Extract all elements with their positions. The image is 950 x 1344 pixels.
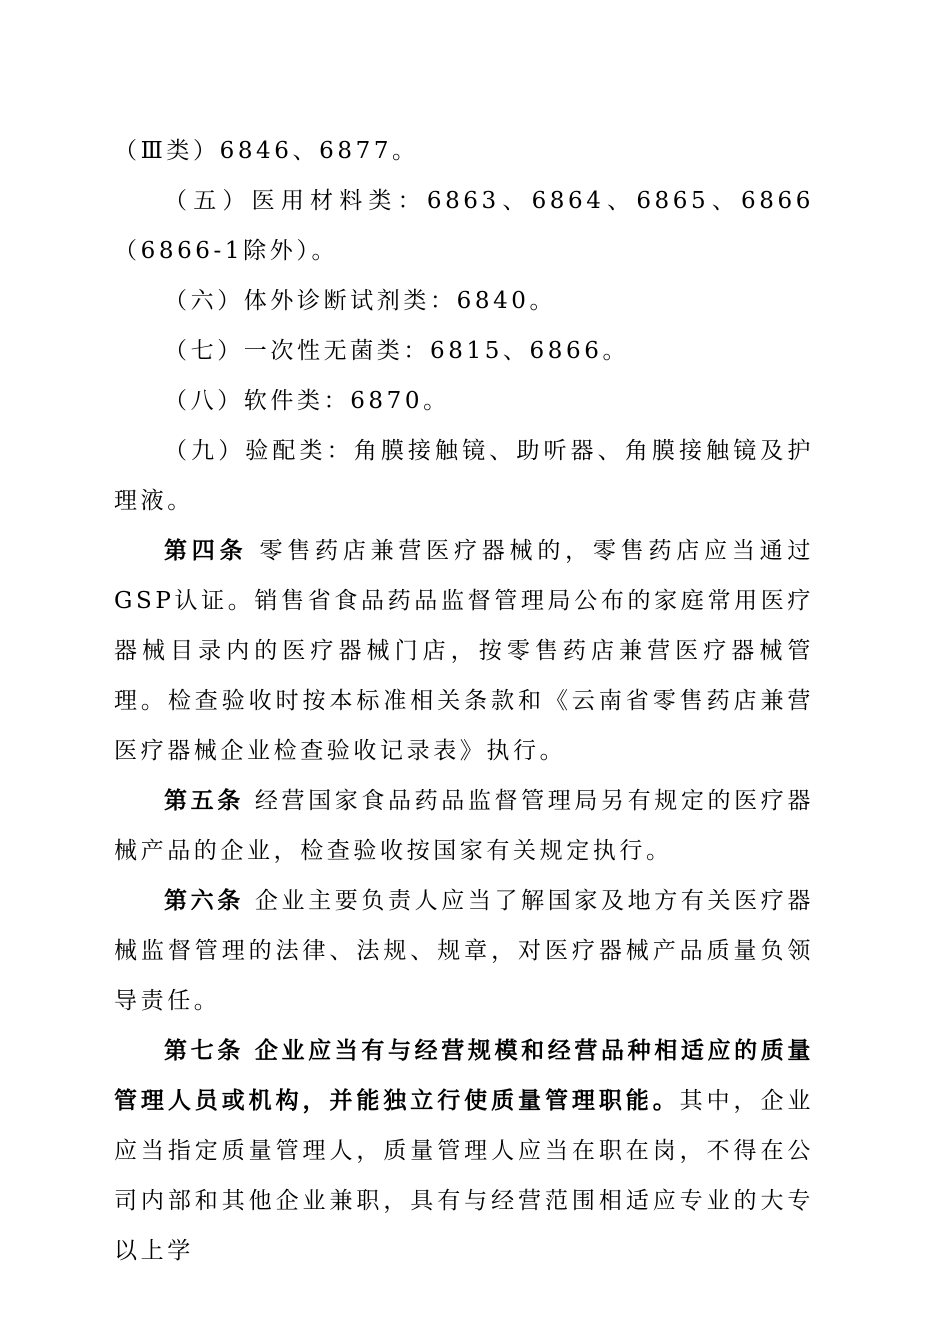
article-seven bbox=[114, 1026, 814, 1276]
article-four bbox=[114, 526, 814, 776]
item-seven-disposable-sterile: （七）一次性无菌类：6815、6866。 bbox=[164, 338, 630, 364]
article-five bbox=[114, 776, 814, 876]
item-class-iii: （Ⅲ类）6846、6877。 bbox=[114, 138, 419, 164]
article-seven-body: 其中，企业应当指定质量管理人，质量管理人应当在职在岗，不得在公司内部和其他企业兼职，具有与经营范围相适应专业的大专以上学 bbox=[114, 1088, 814, 1264]
article-seven-body-bold: 企业应当有与经营规模和经营品种相适应的质量管理人员或机构，并能独立行使质量管理职能。 bbox=[114, 1037, 814, 1114]
article-four-body: 零售药店兼营医疗器械的，零售药店应当通过GSP认证。销售省食品药品监督管理局公布的家庭常用医疗器械目录内的医疗器械门店，按零售药店兼营医疗器械管理。检查验收时按本标准相关条款和《云南省零售药店兼营医疗器械企业检查验收记录表》执行。 bbox=[114, 538, 814, 764]
document-page bbox=[114, 126, 814, 1276]
article-six bbox=[114, 876, 814, 1026]
article-seven-heading: 第七条 bbox=[164, 1037, 244, 1064]
article-four-heading: 第四条 bbox=[164, 537, 248, 564]
item-nine-fitting: （九）验配类：角膜接触镜、助听器、角膜接触镜及护理液。 bbox=[114, 438, 814, 514]
item-six-ivd-reagents: （六）体外诊断试剂类：6840。 bbox=[164, 288, 557, 314]
item-five-medical-materials: （五）医用材料类：6863、6864、6865、6866（6866-1除外）。 bbox=[114, 188, 814, 264]
article-five-heading: 第五条 bbox=[164, 787, 244, 814]
article-six-body: 企业主要负责人应当了解国家及地方有关医疗器械监督管理的法律、法规、规章，对医疗器械产品质量负领导责任。 bbox=[114, 888, 814, 1014]
article-five-body: 经营国家食品药品监督管理局另有规定的医疗器械产品的企业，检查验收按国家有关规定执行。 bbox=[114, 788, 814, 864]
item-eight-software: （八）软件类：6870。 bbox=[164, 388, 450, 414]
article-six-heading: 第六条 bbox=[164, 887, 244, 914]
